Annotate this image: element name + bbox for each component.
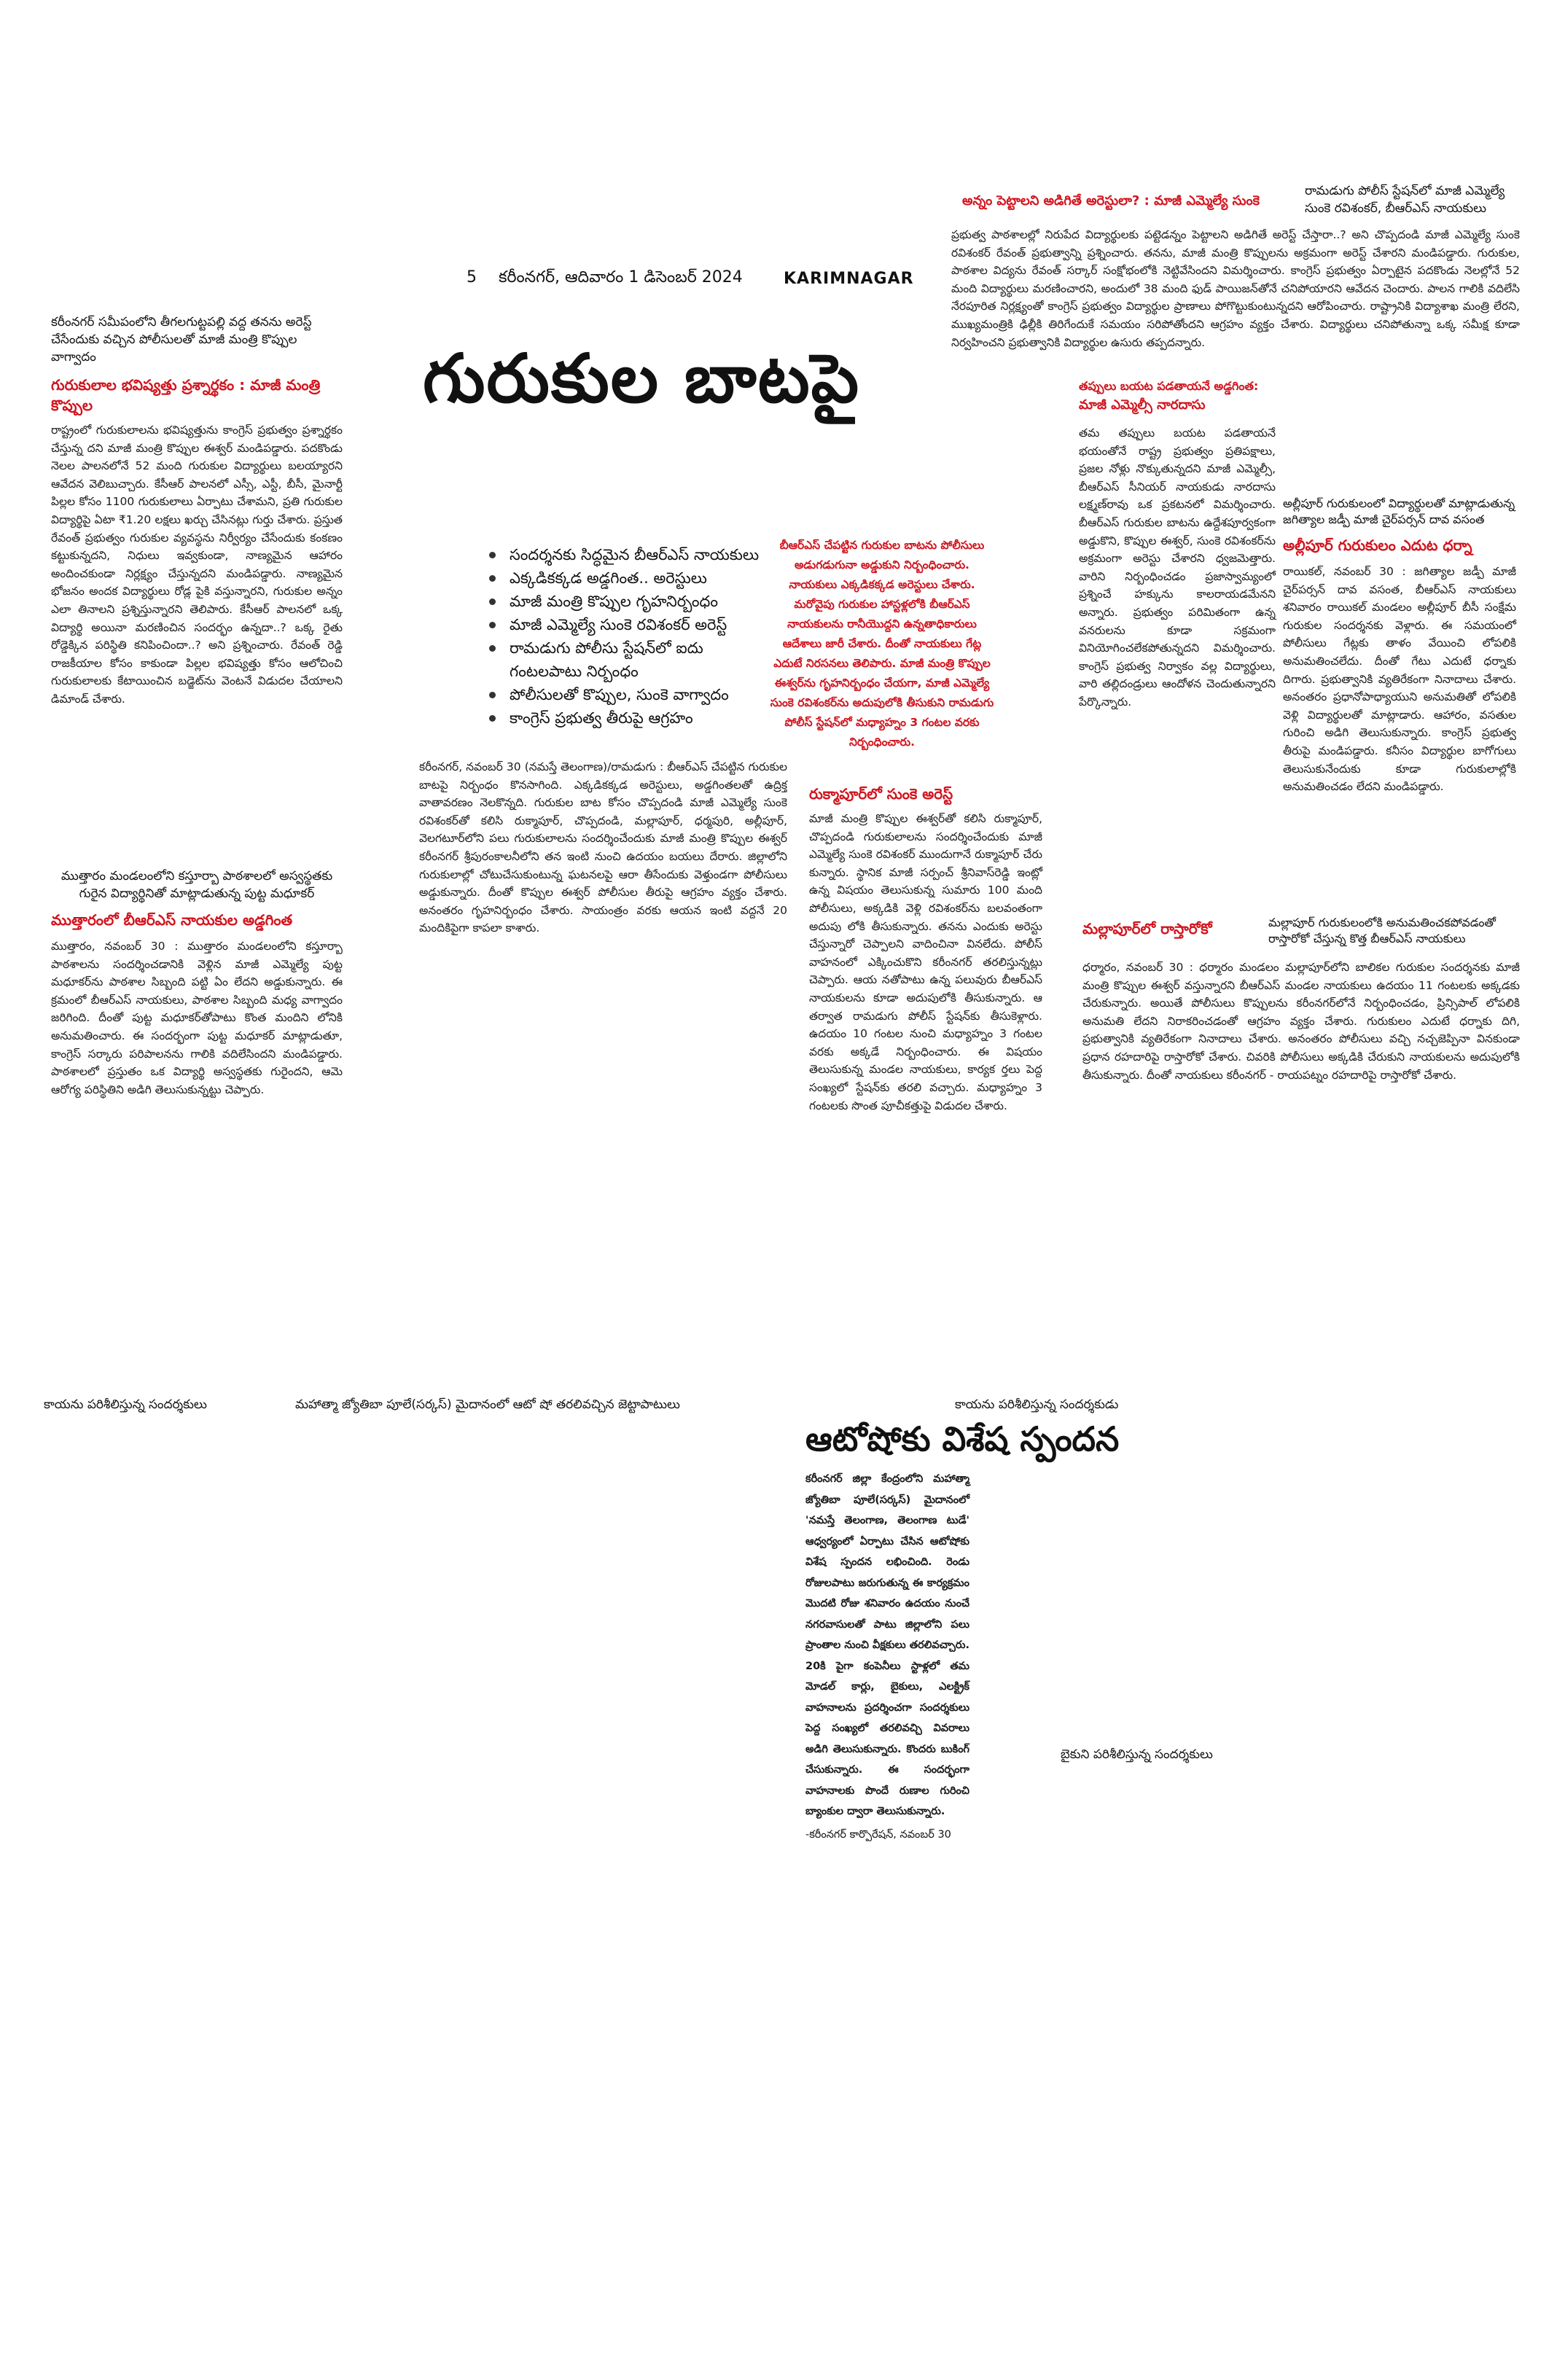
highlight-item: మాజీ మంత్రి కొప్పుల గృహనిర్బంధం (485, 590, 776, 613)
photo-caption: కరీంనగర్ సమీపంలోని తీగలగుట్టపల్లి వద్ద తనను అరెస్ట్ చేసేందుకు వచ్చిన పోలీసులతో మాజీ మంత్రి కొప్పుల వాగ్వాదం (51, 315, 312, 364)
col1-story-a (51, 313, 346, 709)
photo-caption: ముత్తారం మండలంలోని కస్తూర్బా పాఠశాలలో అస్వస్థతకు గురైన విద్యార్థినితో మాట్లాడుతున్న పుట్ట మధూకర్ (61, 869, 333, 901)
highlight-item: పోలీసులతో కొప్పుల, సుంకె వాగ్వాదం (485, 683, 776, 706)
story-body: మాజీ మంత్రి కొప్పుల ఈశ్వర్‌తో కలిసి రుక్మాపూర్, చొప్పదండి గురుకులాలను సందర్శించేందుకు మాజీ ఎమ్మెల్యే సుంకె రవిశంకర్ ముందుగానే రుక్మాపూర్ చేరు కున్నారు. స్థానిక మాజీ సర్పంచ్ శ్రీనివాస్‌రెడ్డి ఇంట్లో ఉన్న విషయం తెలుసుకున్న సుమారు 100 మంది పోలీసులు, అక్కడికి వెళ్లి రవిశంకర్‌ను బలవంతంగా అదుపు లోకి తీసుకున్నారు. తనను ఎందుకు అరెస్టు చేస్తున్నారో చెప్పాలని వాదించినా వినలేదు. పోలీస్ వాహనంలో ఎక్కించుకొని కరీంనగర్ తరలిస్తున్నట్లు చెప్పారు. ఆయ నతోపాటు ఉన్న పలువురు బీఆర్ఎస్ నాయకులను కూడా అదుపులోకి తీసుకున్నారు. ఆ తర్వాత రామడుగు పోలీస్ స్టేషన్‌కు తీసుకెళ్లారు. ఉదయం 10 గంటల నుంచి మధ్యాహ్నం 3 గంటల వరకు అక్కడే నిర్బంధించారు. ఈ విషయం తెలుసుకున్న మండల నాయకులు, కార్యక ర్తలు పెద్ద సంఖ్యలో స్టేషన్‌కు తరలి వచ్చారు. మధ్యాహ్నం 3 గంటలకు సొంత పూచీకత్తుపై విడుదల చేశారు. (809, 812, 1046, 1112)
dateline: కరీంనగర్, ఆదివారం 1 డిసెంబర్ 2024 (499, 268, 743, 286)
photo-caption: కాయను పరిశీలిస్తున్న సందర్శకులు (44, 1397, 207, 1412)
right-top-story-body: ప్రభుత్వ పాఠశాలల్లో నిరుపేద విద్యార్థులకు పట్టెడన్నం పెట్టాలని అడిగితే అరెస్ట్ చేస్తారా..? అని చొప్పదండి మాజీ ఎమ్మెల్యే సుంకె రవిశంకర్ రేవంత్ ప్రభుత్వాన్ని ప్రశ్నించారు. తనను, మాజీ మంత్రి కొప్పులను అక్రమంగా అరెస్ట్ చేశారని మండిపడ్డారు. గురుకుల, పాఠశాల విద్యను రేవంత్ సర్కార్ సంక్షోభంలోకి నెట్టివేసిందని విమర్శించారు. కాంగ్రెస్ ప్రభుత్వం ఏర్పాటైన పదకొండు నెలల్లోనే 52 మంది విద్యార్థులు మరణించారని, అందులో 38 మంది ఫుడ్ పాయిజన్‌తోనే చనిపోయారని ఆవేదన చెందారు. పాలన గాలికి వదిలేసి నేరపూరిత నిర్లక్ష్యంతో కాంగ్రెస్ ప్రభుత్వం విద్యార్థుల ప్రాణాలు పోగొట్టుకుంటున్నదని ఆరోపించారు. రాష్ట్రానికి విద్యాశాఖ మంత్రి లేరని, ముఖ్యమంత్రికి ఢిల్లీకి తిరిగేందుకే సమయం సరిపోతోందని ఆగ్రహం వ్యక్తం చేశారు. విద్యార్థులు చనిపోతున్నా ఒక్క సమీక్ష కూడా నిర్వహించని ప్రభుత్వానికి విద్యార్థుల ఉసురు తప్పదన్నారు. (951, 228, 1523, 349)
photo-caption: కాయను పరిశీలిస్తున్న సందర్శకుడు (955, 1397, 1119, 1412)
main-story-body: కరీంనగర్, నవంబర్ 30 (నమస్తే తెలంగాణ)/రామడుగు : బీఆర్ఎస్ చేపట్టిన గురుకుల బాటపై నిర్బంధం కొనసాగింది. ఎక్కడికక్కడ అరెస్టులు, అడ్డగింతలతో ఉద్రిక్త వాతావరణం నెలకొన్నది. గురుకుల బాట కోసం చొప్పదండి మాజీ ఎమ్మెల్యే సుంకె రవిశంకర్‌తో కలిసి రుక్మాపూర్, చొప్పదండి, మల్లాపూర్, ధర్మపురి, అల్లీపూర్, వెలగటూర్‌లోని పలు గురుకులాలను సందర్శించేందుకు మాజీ మంత్రి కొప్పుల ఈశ్వర్ కరీంనగర్ శ్రీపురంకాలనీలోని తన ఇంటి నుంచి ఉదయం బయలు దేరారు. జిల్లాలోని గురుకులాల్లో చోటుచేసుకుంటున్న ఘటనలపై ఆరా తీసేందుకు వెళ్తుండగా పోలీసులు అడ్డుకున్నారు. దీంతో కొప్పుల ఈశ్వర్ పోలీసుల తీరుపై ఆగ్రహం వ్యక్తం చేశారు. అనంతరం గృహనిర్బంధం చేశారు. సాయంత్రం వరకు ఆయన ఇంటి వద్దనే 20 మందికిపైగా కాపలా కాశారు. (419, 760, 791, 935)
story-kicker-line: తప్పులు బయట పడతాయనే అడ్డగింత: (1079, 379, 1259, 393)
mallapur-story-body: ధర్మారం, నవంబర్ 30 : ధర్మారం మండలం మల్లాపూర్‌లోని బాలికల గురుకుల సందర్శనకు మాజీ మంత్రి కొప్పుల ఈశ్వర్ వస్తున్నారని బీఆర్ఎస్ మండల నాయకులు ఉదయం 11 గంటలకు అక్కడకు చేరుకున్నారు. అయితే పోలీసులు కొప్పులను కరీంనగర్‌లోనే నిర్బంధించడం, ప్రిన్సిపాల్ లోపలికి అనుమతి లేదని నిరాకరించడంతో ఆగ్రహం వ్యక్తం చేశారు. గురుకులం ఎదుటే ధర్నాకు దిగి, ప్రభుత్వానికి వ్యతిరేకంగా నినాదాలు చేశారు. అనంతరం పోలీసులు వచ్చి నచ్చజెప్పినా వినకుండా ప్రధాన రహదారిపై రాస్తారోకో చేశారు. చివరికి పోలీసులు అక్కడికి చేరుకుని నాయకులను అదుపులోకి తీసుకున్నారు. దీంతో నాయకులు కరీంనగర్ - రాయపట్నం రహదారిపై రాస్తారోకో చేశారు. (1082, 961, 1523, 1082)
col1-story-b (51, 867, 346, 1099)
red-note: బీఆర్ఎస్ చేపట్టిన గురుకుల బాటను పోలీసులు అడుగడుగునా అడ్డుకుని నిర్బంధించారు. నాయకులు ఎక్కడికక్కడ అరెస్టులు చేశారు. మరోవైపు గురుకుల హాస్టళ్లలోకి బీఆర్ఎస్ నాయకులను రానీయొద్దని ఉన్నతాధికారులు ఆదేశాలు జారీ చేశారు. దీంతో నాయకులు గేట్ల ఎదుటే నిరసనలు తెలిపారు. మాజీ మంత్రి కొప్పుల ఈశ్వర్‌ను గృహనిర్బంధం చేయగా, మాజీ ఎమ్మెల్యే సుంకె రవిశంకర్‌ను అదుపులోకి తీసుకుని రామడుగు పోలీస్ స్టేషన్‌లో మధ్యాహ్నం 3 గంటల వరకు నిర్బంధించారు. (770, 539, 994, 749)
narada-story (1079, 378, 1279, 711)
story-kicker: రుక్మాపూర్‌లో సుంకె అరెస్ట్ (809, 785, 953, 803)
story-body: కరీంనగర్ జిల్లా కేంద్రంలోని మహాత్మా జ్యోతిబా పూలే(సర్కస్) మైదానంలో 'నమస్తే తెలంగాణ, తెలంగాణ టుడే' ఆధ్వర్యంలో ఏర్పాటు చేసిన ఆటోషోకు విశేష స్పందన లభించింది. రెండు రోజులపాటు జరుగుతున్న ఈ కార్యక్రమం మొదటి రోజు శనివారం ఉదయం నుంచే నగరవాసులతో పాటు జిల్లాలోని పలు ప్రాంతాల నుంచి వీక్షకులు తరలివచ్చారు. 20కి పైగా కంపెనీలు స్టాళ్లలో తమ మోడల్ కార్లు, బైకులు, ఎలక్ట్రిక్ వాహనాలను ప్రదర్శించగా సందర్శకులు పెద్ద సంఖ్యలో తరలివచ్చి వివరాలు అడిగి తెలుసుకున్నారు. కొందరు బుకింగ్ చేసుకున్నారు. ఈ సందర్భంగా వాహనాలకు పొందే రుణాల గురించి బ్యాంకుల ద్వారా తెలుసుకున్నారు. (805, 1473, 974, 1817)
story-kicker: ముత్తారంలో బీఆర్ఎస్ నాయకుల అడ్డగింత (51, 911, 293, 929)
photo-caption: మల్లాపూర్ గురుకులంలోకి అనుమతించకపోవడంతో రాస్తారోకో చేస్తున్న కొత్త బీఆర్ఎస్ నాయకులు (1268, 916, 1496, 945)
story-kicker-line: మాజీ ఎమ్మెల్సీ నారదాసు (1079, 397, 1206, 413)
story-body: రాయికల్, నవంబర్ 30 : జగిత్యాల జడ్పీ మాజీ చైర్‌పర్సన్ దావ వసంత, బీఆర్ఎస్ నాయకులు శనివారం రాయికల్ మండలం అల్లీపూర్ బీసీ సంక్షేమ గురుకుల సందర్శనకు వెళ్లారు. ఈ సమయంలో పోలీసులు గేట్లకు తాళం వేయించి లోపలికి అనుమతించలేదు. దీంతో గేటు ఎదుటే ధర్నాకు దిగారు. ప్రభుత్వానికి వ్యతిరేకంగా నినాదాలు చేశారు. అనంతరం ప్రధానోపాధ్యాయుని అనుమతితో లోపలికి వెళ్లి విద్యార్థులతో మాట్లాడారు. ఆహారం, వసతుల గురించి అడిగి తెలుసుకున్నారు. కాంగ్రెస్ ప్రభుత్వ తీరుపై మండిపడ్డారు. కనీసం విద్యార్థుల బాగోగులు తెలుసుకునేందుకు కూడా గురుకులాల్లోకి అనుమతించడం లేదని మండిపడ్డారు. (1283, 565, 1520, 794)
photo-caption: అల్లీపూర్ గురుకులంలో విద్యార్థులతో మాట్లాడుతున్న జగిత్యాల జడ్పీ మాజీ చైర్‌పర్సన్ దావ వసంత (1283, 496, 1515, 526)
highlight-item: ఎక్కడికక్కడ అడ్డగింత.. అరెస్టులు (485, 566, 776, 590)
photo-caption: బైకుని పరిశీలిస్తున్న సందర్శకులు (1061, 1747, 1213, 1762)
page-number: 5 (467, 268, 477, 286)
edition-name: KARIMNAGAR (784, 270, 914, 288)
highlight-item: సందర్శనకు సిద్ధమైన బీఆర్ఎస్ నాయకులు (485, 543, 776, 566)
story-body: రాష్ట్రంలో గురుకులాలను భవిష్యత్తును కాంగ్రెస్ ప్రభుత్వం ప్రశ్నార్థకం చేస్తున్న దని మాజీ మంత్రి కొప్పుల ఈశ్వర్ మండిపడ్డారు. పదకొండు నెలల పాలనలోనే 52 మంది గురుకుల విద్యార్థులు బలయ్యారని ఆవేదన వెలిబుచ్చారు. కేసీఆర్ పాలనలో ఎస్సీ, ఎస్టీ, బీసీ, మైనార్టీ పిల్లల కోసం 1100 గురుకులాలు ఏర్పాటు చేశామని, ప్రతి గురుకుల విద్యార్థిపై ఏటా ₹1.20 లక్షలు ఖర్చు చేసినట్లు గుర్తు చేశారు. ప్రస్తుత రేవంత్ ప్రభుత్వం గురుకుల వ్యవస్థను నిర్వీర్యం చేసేందుకు కంకణం కట్టుకున్నదని, నిధులు ఇవ్వకుండా, నాణ్యమైన ఆహారం అందించకుండా నిర్లక్ష్యం చేస్తున్నదని మండిపడ్డారు. నాణ్యమైన భోజనం అందక విద్యార్థులు రోడ్ల పైకి వస్తున్నారని, గురుకుల అన్నం ఎలా తినాలని ప్రశ్నిస్తున్నారని తెలిపారు. కేసీఆర్ పాలనలో ఒక్క విద్యార్థి అయినా మరణించిన సందర్భం ఉన్నదా..? ఒక్క రైతు రోడ్డెక్కిన పరిస్థితి కనిపించిందా..? అని ప్రశ్నించారు. రేవంత్ రెడ్డి రాజకీయాల కోసం కాకుండా పిల్లల భవిష్యత్తు కోసం ఆలోచించి గురుకులాలకు కేటాయించిన బడ్జెట్‌ను వెంటనే విడుదల చేయాలని డిమాండ్ చేశారు. (51, 424, 346, 706)
main-headline: గురుకుల బాటపై (423, 340, 861, 418)
highlight-item: మాజీ ఎమ్మెల్యే సుంకె రవిశంకర్ అరెస్ట్ (485, 613, 776, 636)
alipur-story (1283, 496, 1520, 796)
story-kicker: అల్లీపూర్ గురుకులం ఎదుట ధర్నా (1283, 537, 1472, 554)
auto-show-story (805, 1469, 974, 1843)
story-kicker: మల్లాపూర్‌లో రాస్తారోకో (1082, 920, 1212, 937)
photo-caption: మహాత్మా జ్యోతిబా పూలే(సర్కస్) మైదానంలో ఆటో షో తరలివచ్చిన జెట్టాపాటులు (295, 1397, 680, 1412)
story-credit: -కరీంనగర్ కార్పొరేషన్, నవంబర్ 30 (805, 1828, 951, 1841)
story-body: ముత్తారం, నవంబర్ 30 : ముత్తారం మండలంలోని కస్తూర్బా పాఠశాలను సందర్శించడానికి వెళ్లిన మాజీ ఎమ్మెల్యే పుట్ట మధూకర్‌ను పాఠశాల సిబ్బంది పట్టి ఏం లేదని అడ్డుకున్నారు. ఈ క్రమంలో బీఆర్ఎస్ నాయకులు, పాఠశాల సిబ్బంది మధ్య వాగ్వాదం జరిగింది. దీంతో పుట్ట మధూకర్‌తోపాటు కొంత మందిని లోనికి అనుమతించారు. ఈ సందర్భంగా పుట్ట మధూకర్ మాట్లాడుతూ, కాంగ్రెస్ సర్కారు పరిపాలనను గాలికి వదిలేసిందని మండిపడ్డారు. పాఠశాలలో ప్రస్తుతం ఒక విద్యార్థి అస్వస్థతకు గురైందని, ఆమె ఆరోగ్య పరిస్థితిని అడిగి తెలుసుకున్నట్టు చెప్పారు. (51, 940, 346, 1096)
photo-caption: రామడుగు పోలీస్ స్టేషన్‌లో మాజీ ఎమ్మెల్యే సుంకె రవిశంకర్, బీఆర్ఎస్ నాయకులు (1305, 184, 1505, 216)
rukmapur-story (809, 784, 1046, 1115)
story-kicker: గురుకులాల భవిష్యత్తు ప్రశ్నార్థకం : మాజీ మంత్రి కొప్పుల (51, 376, 321, 414)
highlights-list (485, 543, 776, 730)
story-body: తమ తప్పులు బయట పడతాయనే భయంతోనే రాష్ట్ర ప్రభుత్వం ప్రతిపక్షాలు, ప్రజల నోళ్లు నొక్కుతున్నదని మాజీ ఎమ్మెల్సీ, బీఆర్ఎస్ సీనియర్ నాయకుడు నారదాసు లక్ష్మణ్‌రావు ఒక ప్రకటనలో విమర్శించారు. బీఆర్ఎస్ గురుకుల బాటను ఉద్దేశపూర్వకంగా అడ్డుకొని, కొప్పుల ఈశ్వర్, సుంకె రవిశంకర్‌ను అక్రమంగా అరెస్టు చేశారని ధ్వజమెత్తారు. వారిని నిర్బంధించడం ప్రజాస్వామ్యంలో ప్రశ్నించే హక్కును కాలరాయడమేనని అన్నారు. ప్రభుత్వం పరిమితంగా ఉన్న వనరులను కూడా సక్రమంగా వినియోగించలేకపోతున్నదని విమర్శించారు. కాంగ్రెస్ ప్రభుత్వ నిర్వాకం వల్ల విద్యార్థులు, వారి తల్లిదండ్రులు ఆందోళన చెందుతున్నారని పేర్కొన్నారు. (1079, 426, 1279, 709)
story-kicker: అన్నం పెట్టాలని అడిగితే అరెస్టులా? : మాజీ ఎమ్మెల్యే సుంకె (962, 193, 1260, 208)
highlight-item: కాంగ్రెస్ ప్రభుత్వ తీరుపై ఆగ్రహం (485, 706, 776, 730)
auto-show-headline: ఆటోషోకు విశేష స్పందన (805, 1419, 1120, 1459)
highlight-item: రామడుగు పోలీసు స్టేషన్‌లో ఐదు గంటలపాటు నిర్బంధం (485, 636, 776, 683)
